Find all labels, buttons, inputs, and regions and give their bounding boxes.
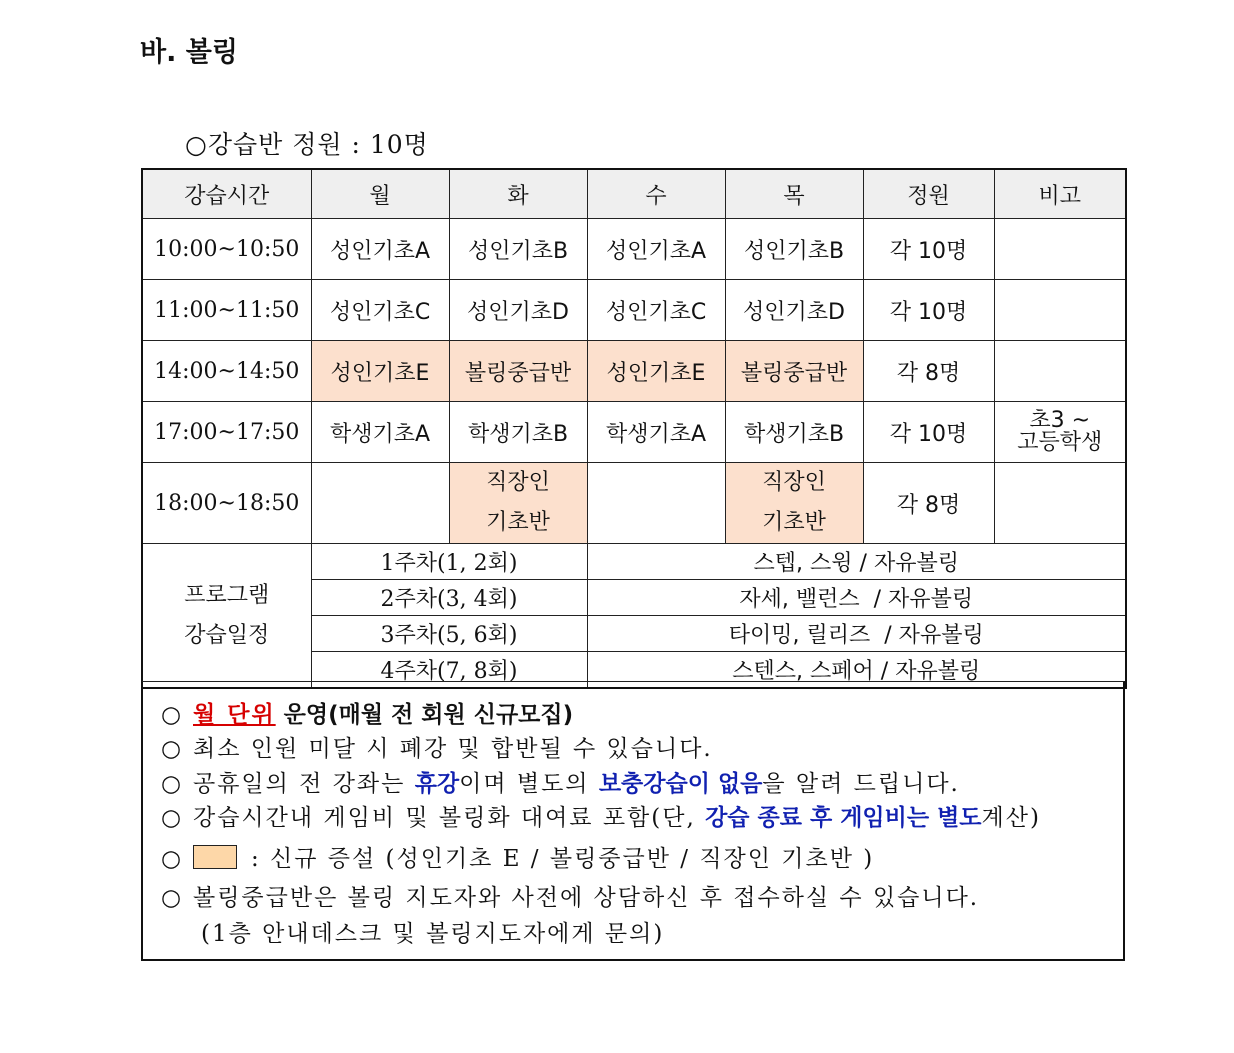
class-cell: 성인기초A (587, 219, 725, 280)
class-cell: 성인기초C (587, 280, 725, 341)
class-cell: 학생기초A (311, 402, 449, 463)
notes-box (141, 681, 1125, 961)
header-time: 강습시간 (142, 169, 311, 219)
class-cell: 학생기초B (449, 402, 587, 463)
capacity-cell: 각 10명 (863, 280, 994, 341)
note-item (161, 799, 1041, 832)
header-capacity: 정원 (863, 169, 994, 219)
bullet-icon: ○ (161, 805, 184, 831)
program-content: 스텝, 스윙 / 자유볼링 (587, 544, 1126, 580)
time-cell: 17:00~17:50 (142, 402, 311, 463)
program-content: 스텐스, 스페어 / 자유볼링 (587, 652, 1126, 689)
note-text: 계산) (981, 805, 1041, 831)
program-content: 타이밍, 릴리즈 / 자유볼링 (587, 616, 1126, 652)
class-cell: 성인기초D (725, 280, 863, 341)
time-cell: 14:00~14:50 (142, 341, 311, 402)
program-row (142, 544, 1126, 580)
class-cell: 성인기초B (449, 219, 587, 280)
remarks-cell (994, 219, 1126, 280)
table-row (142, 219, 1126, 280)
class-line: 기초반 (762, 510, 826, 535)
program-label-line: 프로그램 (184, 582, 270, 608)
program-label-line: 강습일정 (184, 622, 270, 648)
note-item (161, 879, 979, 912)
note-item (161, 730, 713, 763)
header-row (142, 169, 1126, 219)
program-label (142, 544, 311, 689)
class-cell: 성인기초B (725, 219, 863, 280)
remarks-line: 초3 ~ (1029, 408, 1091, 433)
program-week: 1주차(1, 2회) (311, 544, 587, 580)
capacity-cell: 각 10명 (863, 402, 994, 463)
remarks-cell (994, 280, 1126, 341)
note-text: 볼링중급반은 볼링 지도자와 사전에 상담하신 후 접수하실 수 있습니다. (193, 885, 980, 911)
note-text: : 신규 증설 (성인기초 E / 볼링중급반 / 직장인 기초반 ) (251, 846, 875, 872)
capacity-line: ○강습반 정원 : 10명 (185, 130, 429, 159)
note-text: 운영(매월 전 회원 신규모집) (275, 702, 574, 728)
table-row (142, 280, 1126, 341)
program-content: 자세, 밸런스 / 자유볼링 (587, 580, 1126, 616)
time-cell: 10:00~10:50 (142, 219, 311, 280)
class-cell-new: 성인기초E (311, 341, 449, 402)
remarks-cell (994, 402, 1126, 463)
note-text: 공휴일의 전 강좌는 (193, 771, 415, 797)
class-line: 기초반 (486, 510, 550, 535)
class-cell-new (449, 463, 587, 544)
note-text: 을 알려 드립니다. (762, 771, 960, 797)
class-cell-new (725, 463, 863, 544)
capacity-cell: 각 8명 (863, 463, 994, 544)
program-week: 3주차(5, 6회) (311, 616, 587, 652)
program-week: 2주차(3, 4회) (311, 580, 587, 616)
class-cell-new: 성인기초E (587, 341, 725, 402)
class-cell: 성인기초C (311, 280, 449, 341)
legend-swatch (193, 845, 237, 869)
bullet-icon: ○ (161, 846, 184, 872)
class-cell: 학생기초B (725, 402, 863, 463)
class-line: 직장인 (486, 470, 550, 495)
table-row (142, 402, 1126, 463)
header-wed: 수 (587, 169, 725, 219)
remarks-cell (994, 341, 1126, 402)
program-week: 4주차(7, 8회) (311, 652, 587, 689)
class-cell: 성인기초D (449, 280, 587, 341)
note-item (161, 696, 573, 729)
header-mon: 월 (311, 169, 449, 219)
class-cell (311, 463, 449, 544)
remarks-line: 고등학생 (1017, 430, 1103, 455)
bullet-icon: ○ (161, 736, 184, 762)
note-highlight-blue: 휴강 (414, 771, 460, 797)
note-highlight-blue: 보충강습이 없음 (598, 771, 763, 797)
time-cell: 18:00~18:50 (142, 463, 311, 544)
note-highlight-red: 월 단위 (193, 701, 276, 728)
class-line: 직장인 (762, 470, 826, 495)
bullet-icon: ○ (161, 702, 182, 728)
header-thu: 목 (725, 169, 863, 219)
class-cell: 학생기초A (587, 402, 725, 463)
bullet-icon: ○ (161, 885, 184, 911)
table-row (142, 341, 1126, 402)
header-tue: 화 (449, 169, 587, 219)
capacity-cell: 각 8명 (863, 341, 994, 402)
class-cell-new: 볼링중급반 (449, 341, 587, 402)
class-cell-new: 볼링중급반 (725, 341, 863, 402)
note-text: 이며 별도의 (459, 771, 599, 797)
note-highlight-blue: 강습 종료 후 게임비는 별도 (705, 805, 982, 831)
note-text: 강습시간내 게임비 및 볼링화 대여료 포함(단, (193, 805, 706, 831)
note-item (161, 765, 960, 798)
capacity-cell: 각 10명 (863, 219, 994, 280)
remarks-cell (994, 463, 1126, 544)
time-cell: 11:00~11:50 (142, 280, 311, 341)
section-title: 바. 볼링 (140, 37, 238, 68)
table-row (142, 463, 1126, 544)
class-cell (587, 463, 725, 544)
note-subtext: (1층 안내데스크 및 볼링지도자에게 문의) (201, 921, 665, 947)
schedule-table (141, 168, 1127, 689)
bullet-icon: ○ (161, 771, 184, 797)
class-cell: 성인기초A (311, 219, 449, 280)
header-remarks: 비고 (994, 169, 1126, 219)
note-item (161, 840, 874, 873)
note-text: 최소 인원 미달 시 폐강 및 합반될 수 있습니다. (193, 736, 713, 762)
